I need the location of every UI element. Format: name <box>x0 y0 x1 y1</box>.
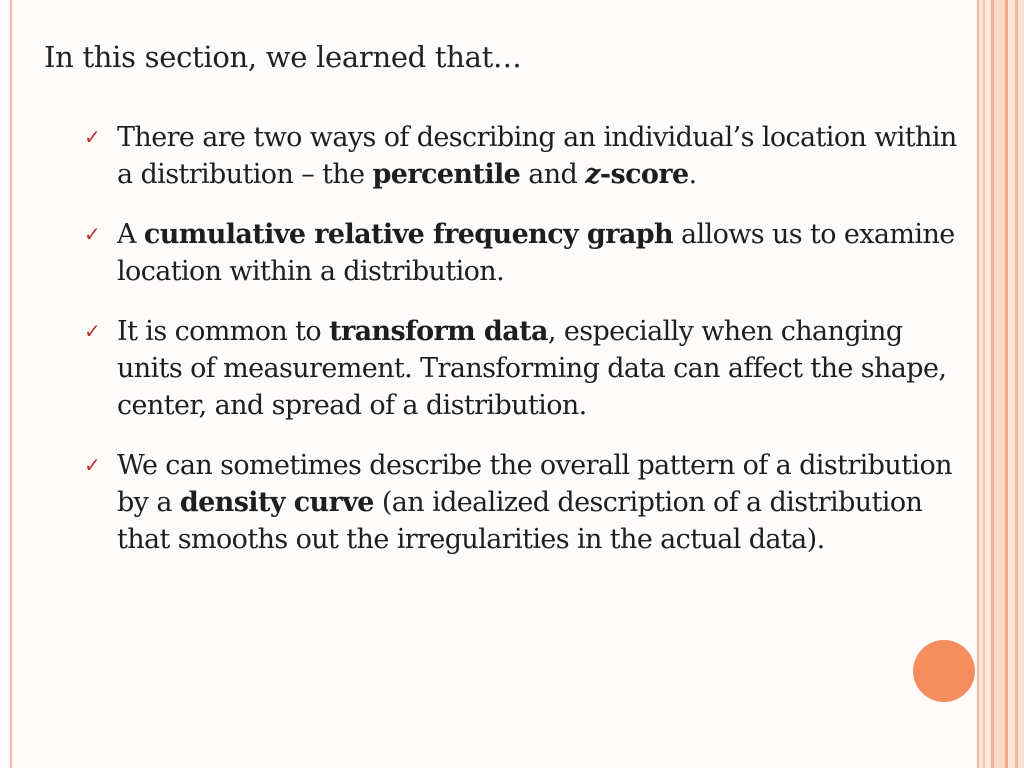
bullet-item <box>84 119 964 193</box>
bullet-text: It is common to <box>117 316 330 347</box>
bold-term-cumulative-graph: cumulative relative frequency graph <box>143 219 674 250</box>
bold-term-density-curve: density curve <box>179 487 374 518</box>
bullet-text: and <box>520 159 586 190</box>
bold-term-score: -score <box>599 159 689 190</box>
checkmark-icon: ✓ <box>84 453 101 477</box>
bold-term-percentile: percentile <box>372 159 521 190</box>
bullet-text: . <box>688 159 697 190</box>
checkmark-icon: ✓ <box>84 222 101 246</box>
bullet-text: allows us to examine location within a distribution. <box>117 219 955 287</box>
slide-title: In this section, we learned that… <box>44 40 522 74</box>
bullet-text: There are two ways of describing an individual’s location within a distribution – the <box>117 122 957 190</box>
orange-circle-icon <box>913 640 975 702</box>
bullet-item <box>84 313 964 424</box>
checkmark-icon: ✓ <box>84 319 101 343</box>
bullet-text: (an idealized description of a distribution that smooths out the irregularities in the actual data). <box>117 487 923 555</box>
bullet-text: A <box>117 219 144 250</box>
italic-term-z: z <box>585 159 600 190</box>
bullet-list <box>84 119 964 581</box>
checkmark-icon: ✓ <box>84 125 101 149</box>
decorative-stripes <box>979 0 1024 768</box>
bold-term-transform-data: transform data <box>329 316 548 347</box>
bullet-item <box>84 447 964 558</box>
bullet-text: , especially when changing units of measurement. Transforming data can affect the shape, center, and spread of a distribution. <box>117 316 947 421</box>
bullet-item <box>84 216 964 290</box>
bullet-text: We can sometimes describe the overall pattern of a distribution by a <box>117 450 952 518</box>
